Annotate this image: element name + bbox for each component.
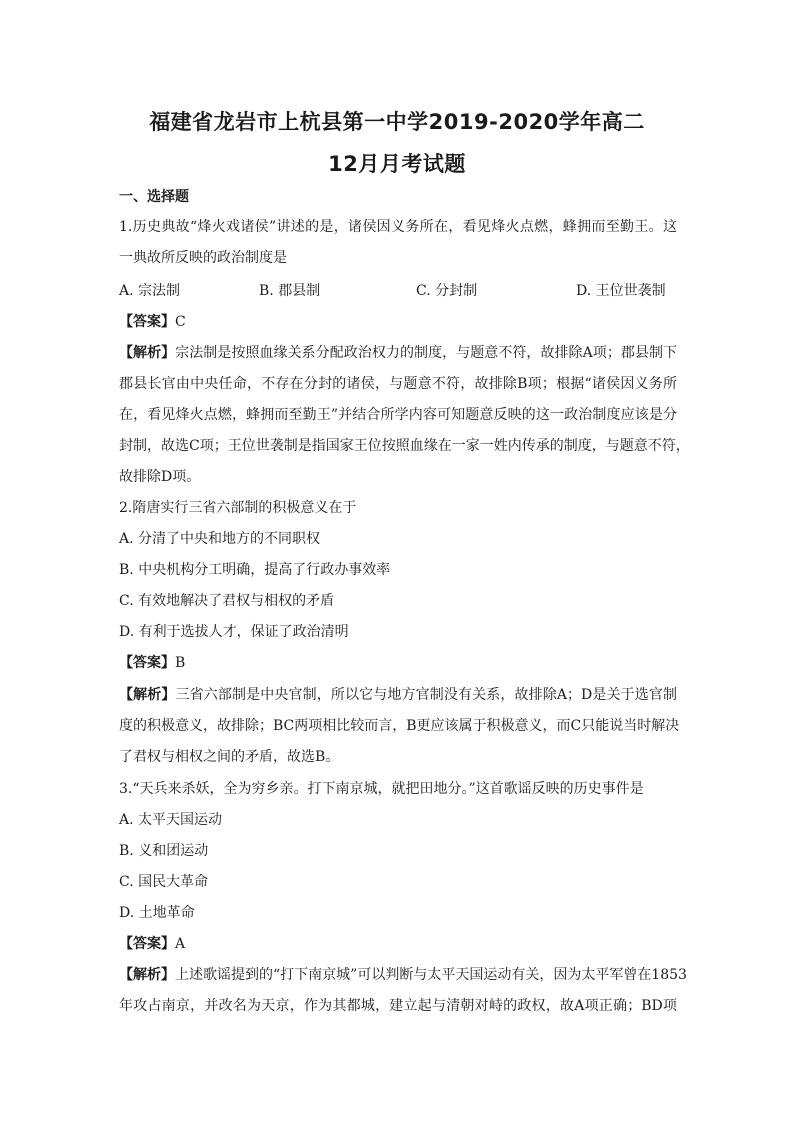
q1-option-d: D. 王位世袭制 xyxy=(576,283,666,299)
q1-analysis-text1: 宗法制是按照血缘关系分配政治权力的制度，与题意不符，故排除A项；郡县制下 xyxy=(175,345,678,361)
section-heading: 一、选择题 xyxy=(119,189,189,205)
q1-analysis-line3: 在，看见烽火点燃，蜂拥而至勤王”并结合所学内容可知题意反映的这一政治制度应该是分 xyxy=(119,407,677,423)
q1-analysis-label: 【解析】 xyxy=(119,345,176,361)
q1-stem-line2: 一典故所反映的政治制度是 xyxy=(119,250,287,266)
q2-option-b: B. 中央机构分工明确，提高了行政办事效率 xyxy=(119,562,391,578)
q2-stem: 2.隋唐实行三省六部制的积极意义在于 xyxy=(119,500,357,516)
doc-title-line1: 福建省龙岩市上杭县第一中学2019-2020学年高二 xyxy=(149,110,645,134)
q3-option-b: B. 义和团运动 xyxy=(119,843,209,859)
q3-stem: 3.“天兵来杀妖，全为穷乡亲。打下南京城，就把田地分。”这首歌谣反映的历史事件是 xyxy=(119,781,644,797)
q2-analysis-line3: 了君权与相权之间的矛盾，故选B。 xyxy=(119,749,340,765)
q1-answer xyxy=(119,313,186,331)
q3-analysis-line1 xyxy=(119,966,687,984)
q1-option-a: A. 宗法制 xyxy=(119,283,181,299)
q2-analysis-line1 xyxy=(119,686,677,704)
q3-answer-label: 【答案】 xyxy=(119,936,175,952)
q1-analysis-line2: 郡县长官由中央任命，不存在分封的诸侯，与题意不符，故排除B项；根据“诸侯因义务所 xyxy=(119,376,677,392)
q1-analysis-line4: 封制，故选C项；王位世袭制是指国家王位按照血缘在一家一姓内传承的制度，与题意不符， xyxy=(119,438,690,454)
q2-option-d: D. 有利于选拔人才，保证了政治清明 xyxy=(119,624,349,640)
q1-analysis-line1 xyxy=(119,344,677,362)
q2-answer-value: B xyxy=(175,655,186,671)
q3-analysis-text1: 上述歌谣提到的“打下南京城”可以判断与太平天国运动有关，因为太平军曾在1853 xyxy=(175,967,687,983)
q1-analysis-line5: 故排除D项。 xyxy=(119,469,201,485)
q2-answer-label: 【答案】 xyxy=(119,655,175,671)
q2-analysis-line2: 度的积极意义，故排除；BC两项相比较而言，B更应该属于积极意义，而C只能说当时解决 xyxy=(119,718,680,734)
q1-stem-line1: 1.历史典故“烽火戏诸侯”讲述的是，诸侯因义务所在，看见烽火点燃，蜂拥而至勤王。这 xyxy=(119,219,677,235)
q3-analysis-line2: 年攻占南京，并改名为天京，作为其都城，建立起与清朝对峙的政权，故A项正确；BD项 xyxy=(119,998,677,1014)
q3-analysis-label: 【解析】 xyxy=(119,967,175,983)
q3-option-a: A. 太平天国运动 xyxy=(119,812,223,828)
q1-option-c: C. 分封制 xyxy=(416,283,478,299)
q3-answer-value: A xyxy=(175,936,186,952)
q3-answer xyxy=(119,935,185,953)
q2-analysis-label: 【解析】 xyxy=(119,687,176,703)
doc-title-line2: 12月月考试题 xyxy=(328,152,466,176)
q2-option-c: C. 有效地解决了君权与相权的矛盾 xyxy=(119,593,335,609)
q1-answer-value: C xyxy=(175,314,186,330)
q2-answer xyxy=(119,654,185,672)
q2-analysis-text1: 三省六部制是中央官制，所以它与地方官制没有关系，故排除A；D是关于选官制 xyxy=(175,687,678,703)
q1-answer-label: 【答案】 xyxy=(119,314,175,330)
q3-option-c: C. 国民大革命 xyxy=(119,874,209,890)
q3-option-d: D. 土地革命 xyxy=(119,905,195,921)
q1-option-b: B. 郡县制 xyxy=(259,283,321,299)
q2-option-a: A. 分清了中央和地方的不同职权 xyxy=(119,531,321,547)
